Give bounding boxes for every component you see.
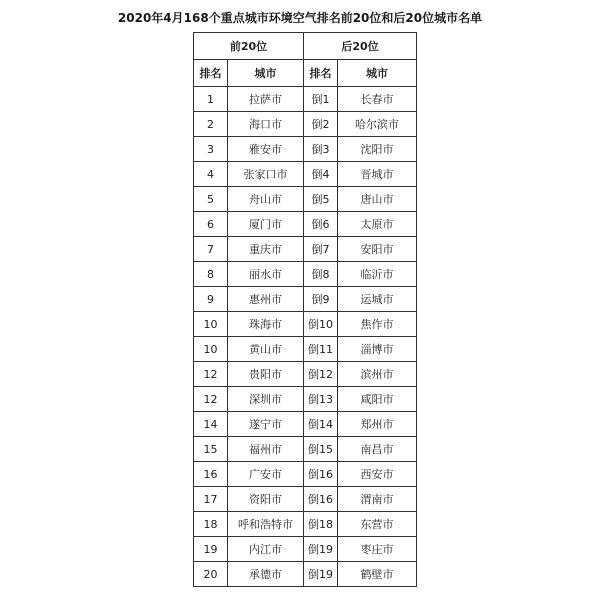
cell-top-city: 黄山市 — [228, 337, 304, 362]
cell-bottom-rank: 倒10 — [304, 312, 338, 337]
table-row — [194, 112, 417, 137]
cell-top-rank: 2 — [194, 112, 228, 137]
cell-bottom-rank: 倒11 — [304, 337, 338, 362]
table-row — [194, 162, 417, 187]
group-header-bottom20: 后20位 — [304, 33, 417, 60]
cell-top-city: 海口市 — [228, 112, 304, 137]
cell-bottom-city: 唐山市 — [338, 187, 417, 212]
cell-bottom-city: 枣庄市 — [338, 537, 417, 562]
cell-bottom-rank: 倒14 — [304, 412, 338, 437]
cell-bottom-city: 咸阳市 — [338, 387, 417, 412]
table-row — [194, 287, 417, 312]
cell-bottom-rank: 倒18 — [304, 512, 338, 537]
column-header-city: 城市 — [228, 60, 304, 87]
table-row — [194, 562, 417, 587]
cell-top-rank: 17 — [194, 487, 228, 512]
cell-bottom-city: 西安市 — [338, 462, 417, 487]
column-header-row — [194, 60, 417, 87]
table-row — [194, 537, 417, 562]
cell-bottom-city: 晋城市 — [338, 162, 417, 187]
cell-top-rank: 19 — [194, 537, 228, 562]
cell-bottom-city: 鹤壁市 — [338, 562, 417, 587]
cell-top-city: 张家口市 — [228, 162, 304, 187]
cell-bottom-city: 焦作市 — [338, 312, 417, 337]
cell-bottom-city: 滨州市 — [338, 362, 417, 387]
cell-top-rank: 8 — [194, 262, 228, 287]
table-row — [194, 337, 417, 362]
cell-top-city: 深圳市 — [228, 387, 304, 412]
cell-bottom-rank: 倒4 — [304, 162, 338, 187]
cell-top-rank: 16 — [194, 462, 228, 487]
cell-top-rank: 10 — [194, 337, 228, 362]
cell-bottom-rank: 倒9 — [304, 287, 338, 312]
cell-top-rank: 1 — [194, 87, 228, 112]
cell-top-rank: 7 — [194, 237, 228, 262]
cell-top-rank: 12 — [194, 387, 228, 412]
table-body — [194, 87, 417, 587]
cell-top-rank: 15 — [194, 437, 228, 462]
table-row — [194, 262, 417, 287]
cell-bottom-rank: 倒6 — [304, 212, 338, 237]
cell-bottom-rank: 倒13 — [304, 387, 338, 412]
cell-bottom-city: 太原市 — [338, 212, 417, 237]
cell-top-city: 惠州市 — [228, 287, 304, 312]
cell-top-city: 舟山市 — [228, 187, 304, 212]
table-row — [194, 487, 417, 512]
cell-top-city: 拉萨市 — [228, 87, 304, 112]
column-header-rank-bottom: 排名 — [304, 60, 338, 87]
cell-top-rank: 4 — [194, 162, 228, 187]
cell-top-city: 内江市 — [228, 537, 304, 562]
cell-bottom-city: 沈阳市 — [338, 137, 417, 162]
cell-top-city: 贵阳市 — [228, 362, 304, 387]
cell-bottom-city: 运城市 — [338, 287, 417, 312]
cell-bottom-rank: 倒1 — [304, 87, 338, 112]
column-header-rank: 排名 — [194, 60, 228, 87]
table-row — [194, 362, 417, 387]
cell-bottom-rank: 倒7 — [304, 237, 338, 262]
cell-top-city: 承德市 — [228, 562, 304, 587]
table-row — [194, 412, 417, 437]
cell-bottom-city: 临沂市 — [338, 262, 417, 287]
cell-bottom-city: 淄博市 — [338, 337, 417, 362]
table-row — [194, 237, 417, 262]
cell-top-rank: 14 — [194, 412, 228, 437]
cell-top-city: 雅安市 — [228, 137, 304, 162]
cell-bottom-city: 东营市 — [338, 512, 417, 537]
cell-top-rank: 20 — [194, 562, 228, 587]
cell-top-city: 丽水市 — [228, 262, 304, 287]
table-row — [194, 187, 417, 212]
cell-top-rank: 5 — [194, 187, 228, 212]
cell-bottom-rank: 倒5 — [304, 187, 338, 212]
table-row — [194, 312, 417, 337]
document-title: 2020年4月168个重点城市环境空气排名前20位和后20位城市名单 — [117, 11, 483, 25]
cell-top-city: 福州市 — [228, 437, 304, 462]
table-row — [194, 87, 417, 112]
cell-top-city: 珠海市 — [228, 312, 304, 337]
table-row — [194, 212, 417, 237]
cell-bottom-city: 渭南市 — [338, 487, 417, 512]
cell-bottom-rank: 倒19 — [304, 537, 338, 562]
cell-top-rank: 3 — [194, 137, 228, 162]
cell-top-rank: 18 — [194, 512, 228, 537]
cell-bottom-rank: 倒16 — [304, 487, 338, 512]
cell-top-city: 广安市 — [228, 462, 304, 487]
cell-bottom-rank: 倒12 — [304, 362, 338, 387]
cell-bottom-rank: 倒19 — [304, 562, 338, 587]
table-row — [194, 462, 417, 487]
cell-bottom-city: 郑州市 — [338, 412, 417, 437]
ranking-table — [193, 32, 417, 587]
cell-top-city: 资阳市 — [228, 487, 304, 512]
cell-top-rank: 9 — [194, 287, 228, 312]
cell-top-rank: 12 — [194, 362, 228, 387]
cell-bottom-rank: 倒8 — [304, 262, 338, 287]
group-header-row — [194, 33, 417, 60]
table-row — [194, 137, 417, 162]
cell-top-city: 遂宁市 — [228, 412, 304, 437]
cell-bottom-rank: 倒16 — [304, 462, 338, 487]
cell-bottom-city: 长春市 — [338, 87, 417, 112]
cell-top-city: 呼和浩特市 — [228, 512, 304, 537]
table-row — [194, 437, 417, 462]
cell-top-rank: 10 — [194, 312, 228, 337]
table-row — [194, 512, 417, 537]
group-header-top20: 前20位 — [194, 33, 304, 60]
cell-bottom-city: 哈尔滨市 — [338, 112, 417, 137]
cell-bottom-rank: 倒3 — [304, 137, 338, 162]
column-header-city-bottom: 城市 — [338, 60, 417, 87]
cell-top-city: 厦门市 — [228, 212, 304, 237]
cell-bottom-city: 安阳市 — [338, 237, 417, 262]
cell-bottom-city: 南昌市 — [338, 437, 417, 462]
cell-top-city: 重庆市 — [228, 237, 304, 262]
cell-top-rank: 6 — [194, 212, 228, 237]
cell-bottom-rank: 倒15 — [304, 437, 338, 462]
table-row — [194, 387, 417, 412]
cell-bottom-rank: 倒2 — [304, 112, 338, 137]
